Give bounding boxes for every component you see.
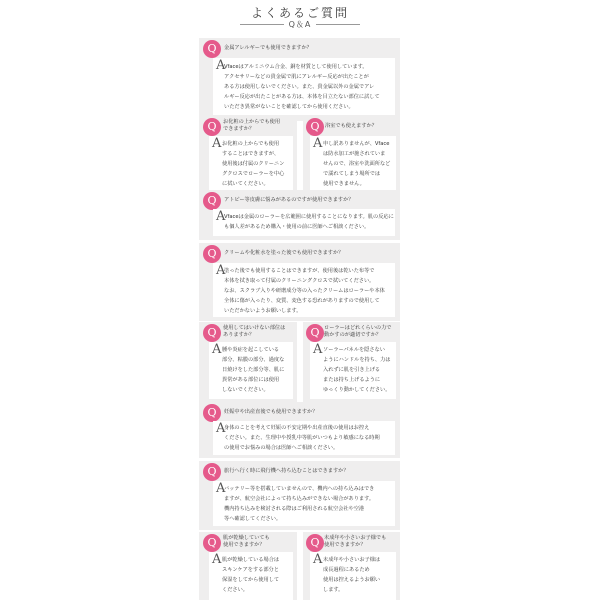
question-text: ローラーはどれくらいの力で 動かすのが適切ですか？: [324, 325, 392, 338]
answer-text: 未成年や小さいお子様は 成長過程にあるため 使用は控えるようお願い します。: [323, 557, 381, 593]
answer-box: [209, 342, 293, 399]
question-badge-icon: Q: [203, 40, 221, 58]
question-badge-icon: Q: [306, 324, 324, 342]
answer-box: [213, 481, 395, 526]
question-badge-icon: Q: [203, 404, 221, 422]
answer-badge-icon: A: [216, 209, 226, 224]
answer-box: [209, 552, 293, 600]
answer-badge-icon: A: [212, 342, 222, 357]
subtitle-rule-right: [316, 24, 360, 25]
question-text: 旅行へ行く時に飛行機へ持ち込むことはできますか？: [224, 468, 349, 474]
question-text: 妊娠中や出産直後でも使用できますか？: [224, 409, 318, 415]
answer-box: [310, 136, 396, 190]
question-text: クリームや化粧水を塗った後でも使用できますか？: [224, 250, 344, 256]
qa-card: [199, 532, 297, 600]
question-text: アトピー等皮膚に悩みがあるのですが使用できますか？: [224, 197, 354, 203]
answer-text: お化粧の上からでも使用 することはできますが、 使用後は付属のクリーニン グクロスでローラーを中心 に拭いてください。: [222, 141, 285, 187]
question-badge-icon: Q: [203, 192, 221, 210]
answer-text: 身体のことを考えて妊娠の不安定期や出産直後の使用はお控え ください。また、生理中や授乳中等肌がいつもより敏感になる時期 の使用でお悩みの場合は医師へご相談ください。: [224, 425, 380, 451]
qa-card: [199, 322, 297, 402]
answer-badge-icon: A: [216, 58, 226, 73]
question-badge-icon: Q: [203, 118, 221, 136]
answer-badge-icon: A: [216, 481, 226, 496]
answer-badge-icon: A: [212, 552, 222, 567]
answer-badge-icon: A: [313, 552, 323, 567]
answer-badge-icon: A: [212, 136, 222, 151]
question-badge-icon: Q: [203, 324, 221, 342]
question-badge-icon: Q: [203, 245, 221, 263]
question-text: 使用してはいけない部位は ありますか？: [223, 325, 286, 338]
page-subtitle: [0, 19, 600, 30]
question-badge-icon: Q: [306, 534, 324, 552]
answer-text: 肌が乾燥している場合は スキンケアをする部分と 保湿をしてから使用して ください。: [222, 557, 280, 593]
subtitle-text: Q＆A: [288, 20, 312, 29]
answer-text: Vfaceは金属のローラーを広範囲に使用することになります。肌の反応に も個人差があるため購入・使用の前に医師へご相談ください。: [224, 214, 394, 230]
qa-card: [199, 190, 400, 240]
answer-text: バッテリー等を搭載していませんので、機内への持ち込みはでき ますが、航空会社によって持ち込みができない場合があります。 機内持ち込みを検討される際はご利用される航空会社や空港 等へ確認してください。: [224, 486, 375, 522]
qa-card: [303, 532, 400, 600]
qa-card: [199, 243, 400, 321]
answer-text: 塗った後でも使用することはできますが、使用後は乾いた布等で 本体を拭き取って付属のクリーニングクロスで拭いてください。 なお、スクラブ入りや研磨成分等の入ったクリームはローラーや本体 全体に傷が入ったり、変質、変色する恐れがありますので使用して いただかないようお願いします。: [224, 268, 385, 314]
answer-text: Vfaceはアルミニウム合金、銅を材質として使用しています。 アクセサリーなどの貴金属で肌にアレルギー反応が出たことが ある方は使用しないでください。また、貴金属以外の金属でアレ ルギー反応が出たことがある方は、本体を目立たない部位に試して いただき異常がないことを確認してから使用ください。: [224, 64, 380, 110]
answer-badge-icon: A: [313, 342, 323, 357]
answer-box: [213, 421, 395, 455]
answer-box: [213, 58, 395, 115]
question-text: 浴室でも使えますか？: [325, 123, 377, 129]
answer-text: 腫や炎症を起こしている 部分、粘膜の部分、過度な 日焼けをした部分等、肌に 異常がある部位には使用 しないでください。: [222, 347, 285, 393]
qa-card: [199, 38, 400, 121]
qa-card: [199, 461, 400, 530]
qa-card: [199, 116, 297, 193]
answer-badge-icon: A: [216, 421, 226, 436]
answer-box: [310, 342, 396, 399]
qa-card: [303, 116, 400, 193]
answer-box: [213, 209, 395, 236]
question-badge-icon: Q: [306, 118, 324, 136]
answer-badge-icon: A: [313, 136, 323, 151]
answer-text: 申し訳ありませんが、Vface は防水加工が施されていま せんので、浴室や洗面所など で濡れてしまう場所では 使用できません。: [323, 141, 391, 187]
question-badge-icon: Q: [203, 463, 221, 481]
answer-badge-icon: A: [216, 263, 226, 278]
qa-card: [303, 322, 400, 402]
question-badge-icon: Q: [203, 534, 221, 552]
subtitle-rule-left: [240, 24, 284, 25]
answer-box: [310, 552, 396, 600]
qa-card: [199, 402, 400, 458]
page-title: よくあるご質問: [250, 6, 349, 20]
question-text: 未成年や小さいお子様でも 使用できますか？: [324, 535, 387, 548]
question-text: 肌が乾燥していても 使用できますか？: [223, 535, 270, 548]
question-text: お化粧の上からでも使用 できますか？: [223, 119, 281, 132]
answer-box: [213, 263, 395, 317]
answer-box: [209, 136, 293, 190]
answer-text: ソーラーパネルを隠さない ようにハンドルを持ち、力は 入れずに肌を引き上げる または持ち上げるように ゆっくり動かしてください。: [323, 347, 391, 393]
question-text: 金属アレルギーでも使用できますか？: [224, 45, 312, 51]
